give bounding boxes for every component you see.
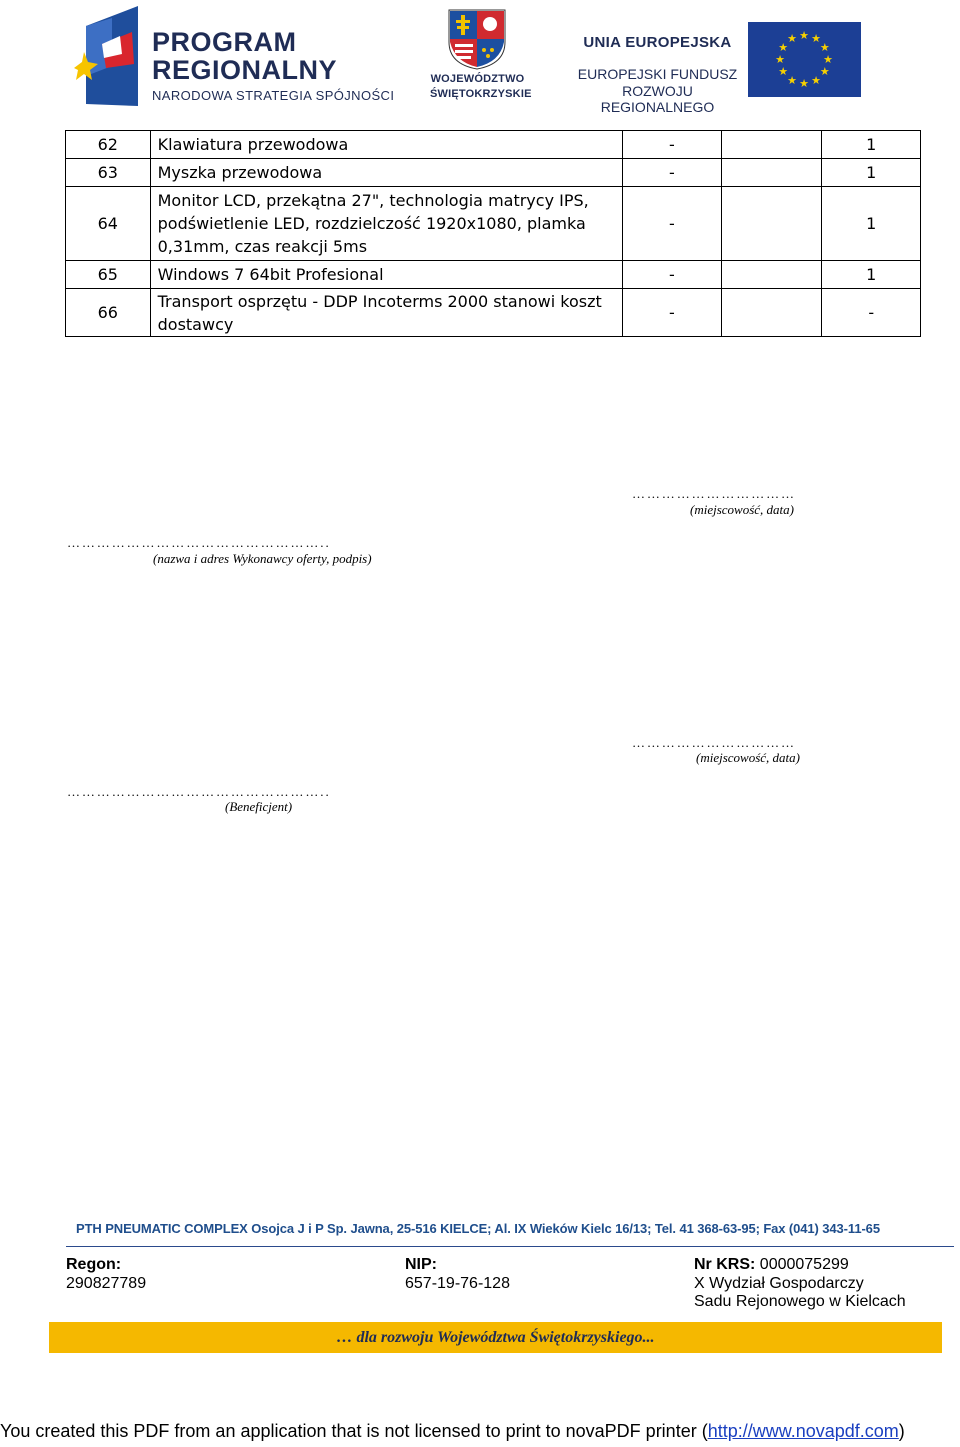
footer-divider: [66, 1246, 954, 1247]
krs-value: 0000075299: [755, 1256, 849, 1273]
row-col3: -: [622, 187, 721, 261]
row-quantity: 1: [822, 187, 921, 261]
region-line1: WOJEWÓDZTWO: [430, 73, 525, 85]
row-quantity: 1: [822, 261, 921, 289]
eu-line2: EUROPEJSKI FUNDUSZ: [577, 66, 738, 82]
pdf-license-note: [0, 1421, 905, 1442]
beneficiary-caption: (Beneficjent): [225, 799, 293, 814]
row-description: Windows 7 64bit Profesional: [150, 261, 622, 289]
table-row: [66, 131, 921, 159]
program-subtitle: NARODOWA STRATEGIA SPÓJNOŚCI: [152, 88, 395, 103]
row-col4: [722, 261, 822, 289]
beneficiary-dots: ……………………………………………..: [67, 784, 331, 799]
row-col4: [722, 131, 822, 159]
regon-value: 290827789: [66, 1274, 147, 1292]
eu-star-icon: ★: [787, 33, 797, 46]
row-quantity: 1: [822, 131, 921, 159]
eu-line1: UNIA EUROPEJSKA: [583, 34, 732, 51]
swietokrzyskie-logo: [430, 8, 532, 103]
region-line2: ŚWIĘTOKRZYSKIE: [430, 88, 532, 100]
company-address: PTH PNEUMATIC COMPLEX Osojca J i P Sp. Jawna, 25-516 KIELCE; Al. IX Wieków Kielc 16/13; Tel. 41 368-63-95; Fax (041) 343-11-65: [76, 1221, 880, 1236]
row-col4: [722, 187, 822, 261]
row-number: 65: [66, 261, 151, 289]
eu-star-icon: ★: [811, 74, 821, 87]
coat-of-arms-icon: [447, 8, 507, 70]
regon-label: Regon:: [66, 1256, 122, 1273]
table-row: [66, 289, 921, 337]
slogan-bar: [49, 1322, 942, 1353]
row-number: 64: [66, 187, 151, 261]
krs-label: Nr KRS:: [694, 1256, 756, 1273]
row-description: Myszka przewodowa: [150, 159, 622, 187]
nip-value: 657-19-76-128: [405, 1274, 510, 1292]
novapdf-link[interactable]: http://www.novapdf.com: [707, 1421, 899, 1441]
items-table: [65, 130, 921, 337]
pdf-note-text: You created this PDF from an application that is not licensed to print to novaPDF printer (: [0, 1421, 708, 1441]
row-description: Monitor LCD, przekątna 27", technologia matrycy IPS, podświetlenie LED, rozdzielczość 1920x1080, plamka 0,31mm, czas reakcji 5ms: [150, 187, 622, 261]
eu-star-icon: ★: [775, 54, 785, 66]
nip-block: [405, 1256, 510, 1293]
place-date-dots-1: ……………………………: [632, 486, 796, 501]
place-date-caption-1: (miejscowość, data): [690, 502, 794, 517]
table-row: [66, 261, 921, 289]
row-col4: [722, 289, 822, 337]
row-col3: -: [622, 159, 721, 187]
contractor-caption: (nazwa i adres Wykonawcy oferty, podpis): [153, 551, 372, 566]
court-line2: Sadu Rejonowego w Kielcach: [694, 1293, 906, 1310]
eu-stars-icon: [748, 22, 861, 97]
eu-star-icon: ★: [799, 30, 809, 42]
krs-block: [694, 1256, 906, 1312]
eu-star-icon: ★: [778, 42, 789, 54]
eu-logo: [570, 20, 870, 115]
row-number: 62: [66, 131, 151, 159]
eu-star-icon: ★: [823, 54, 833, 66]
program-regionalny-emblem-icon: [72, 6, 144, 110]
program-title-line2: REGIONALNY: [152, 55, 338, 85]
eu-flag: [748, 22, 861, 97]
row-col3: -: [622, 289, 721, 337]
eu-line3: ROZWOJU REGIONALNEGO: [600, 83, 715, 115]
program-regionalny-logo: [72, 6, 402, 106]
row-col3: -: [622, 261, 721, 289]
program-title-line1: PROGRAM: [152, 27, 297, 57]
row-number: 63: [66, 159, 151, 187]
place-date-dots-2: ……………………………: [632, 735, 796, 750]
row-number: 66: [66, 289, 151, 337]
row-quantity: 1: [822, 159, 921, 187]
row-col4: [722, 159, 822, 187]
row-quantity: -: [822, 289, 921, 337]
eu-star-icon: ★: [787, 74, 797, 87]
eu-star-icon: ★: [811, 33, 821, 46]
eu-star-icon: ★: [778, 66, 789, 78]
nip-label: NIP:: [405, 1256, 437, 1273]
court-line1: X Wydział Gospodarczy: [694, 1274, 864, 1292]
contractor-dots: ……………………………………………..: [67, 535, 331, 550]
pdf-note-close: ): [898, 1421, 905, 1441]
eu-star-icon: ★: [799, 78, 809, 90]
regon-block: [66, 1256, 146, 1293]
table-row: [66, 187, 921, 261]
slogan-text: … dla rozwoju Województwa Świętokrzyskiego...: [336, 1329, 655, 1346]
eu-star-icon: ★: [819, 42, 830, 54]
table-row: [66, 159, 921, 187]
eu-star-icon: ★: [819, 66, 830, 78]
row-col3: -: [622, 131, 721, 159]
place-date-caption-2: (miejscowość, data): [696, 750, 800, 765]
row-description: Transport osprzętu - DDP Incoterms 2000 stanowi koszt dostawcy: [150, 289, 622, 337]
row-description: Klawiatura przewodowa: [150, 131, 622, 159]
